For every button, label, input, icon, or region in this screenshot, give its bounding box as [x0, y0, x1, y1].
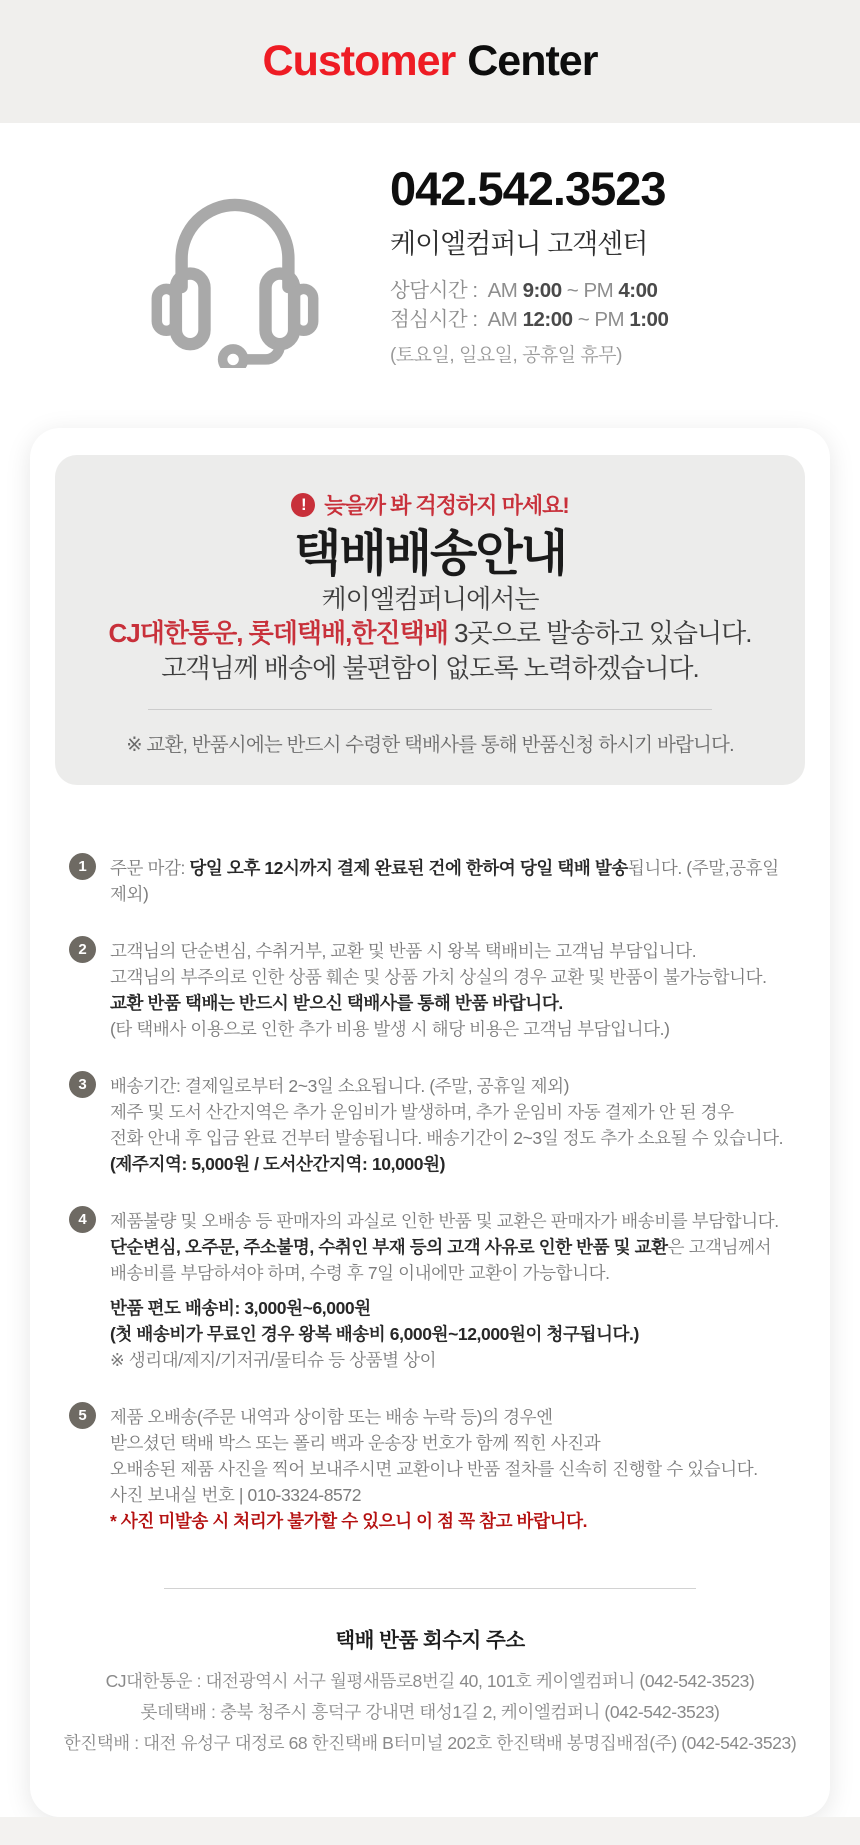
delivery-rules-list — [55, 785, 805, 1534]
address-lotte: 롯데택배 : 충북 청주시 흥덕구 강내면 태성1길 2, 케이엘컴퍼니 (042-542-3523) — [140, 1701, 720, 1722]
number-badge-1: 1 — [69, 853, 96, 880]
item-3-text: 배송기간: 결제일로부터 2~3일 소요됩니다. (주말, 공휴일 제외) 제주 및 도서 산간지역은 추가 운임비가 발생하며, 추가 운임비 자동 결제가 안 된 경우 전화 안내 후 입금 완료 건부터 발송됩니다. 배송기간이 2~3일 정도 추가 소요될 수 있습니다. (제주지역: 5,000원 / 도서산간지역: 10,000원) — [110, 1075, 784, 1174]
page-title — [263, 37, 598, 86]
return-address-footer — [55, 1588, 805, 1759]
page-title-black: Center — [467, 37, 598, 85]
notice-badge — [73, 489, 787, 520]
delivery-info-card — [30, 428, 830, 1817]
item-2-text: 고객님의 단순변심, 수취거부, 교환 및 반품 시 왕복 택배비는 고객님 부담입니다. 고객님의 부주의로 인한 상품 훼손 및 상품 가치 상실의 경우 교환 및 반품이 불가능합니다. 교환 반품 택배는 반드시 받으신 택배사를 통해 반품 바랍니다. (타 택배사 이용으로 인한 추가 비용 발생 시 해당 비용은 고객님 부담입니다.) — [110, 940, 767, 1039]
notice-line-1: 케이엘컴퍼니에서는 — [321, 583, 539, 614]
notice-note: ※ 교환, 반품시에는 반드시 수령한 택배사를 통해 반품신청 하시기 바랍니다. — [126, 733, 734, 756]
list-item-4 — [69, 1208, 793, 1373]
notice-line-2: CJ대한통운, 롯데택배,한진택배 3곳으로 발송하고 있습니다. — [108, 618, 752, 649]
photo-warning: * 사진 미발송 시 처리가 불가할 수 있으니 이 점 꼭 참고 바랍니다. — [110, 1510, 588, 1531]
closed-days: (토요일, 일요일, 공휴일 휴무) — [390, 345, 622, 367]
number-badge-4: 4 — [69, 1206, 96, 1233]
contact-section — [0, 123, 860, 416]
item-4-text: 제품불량 및 오배송 등 판매자의 과실로 인한 반품 및 교환은 판매자가 배송비를 부담합니다. 단순변심, 오주문, 주소불명, 수취인 부재 등의 고객 사유로 인한 반품 및 교환은 고객님께서 배송비를 부담하셔야 하며, 수령 후 7일 이내에만 교환이 가능합니다. 반품 편도 배송비: 3,000원~6,000원 (첫 배송비가 무료인 경우 왕복 배송비 6,000원~12,000원이 청구됩니다.) ※ 생리대/제지/기저귀/물티슈 등 상품별 상이 — [110, 1210, 779, 1370]
contact-info — [390, 161, 720, 367]
phone-number: 042.542.3523 — [390, 161, 666, 215]
list-item-1 — [69, 855, 793, 907]
notice-title: 택배배송안내 — [293, 527, 566, 581]
item-5-text: 제품 오배송(주문 내역과 상이함 또는 배송 누락 등)의 경우엔 받으셨던 택배 박스 또는 폴리 백과 운송장 번호가 함께 찍힌 사진과 오배송된 제품 사진을 찍어 보내주시면 교환이나 반품 절차를 신속히 진행할 수 있습니다. 사진 보내실 번호 | 010-3324-8572 * 사진 미발송 시 처리가 불가할 수 있으니 이 점 꼭 참고 바랍니다. — [110, 1404, 758, 1534]
address-hanjin: 한진택배 : 대전 유성구 대정로 68 한진택배 B터미널 202호 한진택배 봉명집배점(주) (042-542-3523) — [63, 1732, 797, 1753]
list-item-3 — [69, 1073, 793, 1177]
notice-divider — [148, 709, 712, 710]
address-list — [55, 1666, 805, 1759]
consult-hours: 상담시간 : AM 9:00 ~ PM 4:00 — [390, 278, 658, 302]
center-name: 케이엘컴퍼니 고객센터 — [390, 228, 648, 259]
number-badge-3: 3 — [69, 1071, 96, 1098]
address-cj: CJ대한통운 : 대전광역시 서구 월평새뜸로8번길 40, 101호 케이엘컴퍼니 (042-542-3523) — [105, 1670, 755, 1691]
lunch-hours: 점심시간 : AM 12:00 ~ PM 1:00 — [390, 308, 669, 332]
footer-title: 택배 반품 회수지 주소 — [335, 1628, 525, 1652]
number-badge-5: 5 — [69, 1402, 96, 1429]
list-item-5 — [69, 1404, 793, 1534]
carrier-names: CJ대한통운, 롯데택배,한진택배 — [108, 618, 448, 649]
item-1-text: 주문 마감: 당일 오후 12시까지 결제 완료된 건에 한하여 당일 택배 발송됩니다. (주말,공휴일 제외) — [110, 857, 779, 904]
notice-line-3: 고객님께 배송에 불편함이 없도록 노력하겠습니다. — [161, 653, 699, 684]
footer-divider — [164, 1588, 697, 1589]
bottom-band — [0, 1817, 860, 1845]
delivery-notice-box — [55, 455, 805, 785]
page-title-red: Customer — [262, 37, 456, 85]
alert-circle-icon: ! — [291, 493, 315, 517]
number-badge-2: 2 — [69, 936, 96, 963]
page-header — [0, 0, 860, 123]
headset-icon — [140, 163, 330, 368]
photo-phone-number: 사진 보내실 번호 | 010-3324-8572 — [110, 1484, 362, 1505]
list-item-2 — [69, 938, 793, 1042]
notice-badge-label: 늦을까 봐 걱정하지 마세요! — [324, 493, 569, 518]
